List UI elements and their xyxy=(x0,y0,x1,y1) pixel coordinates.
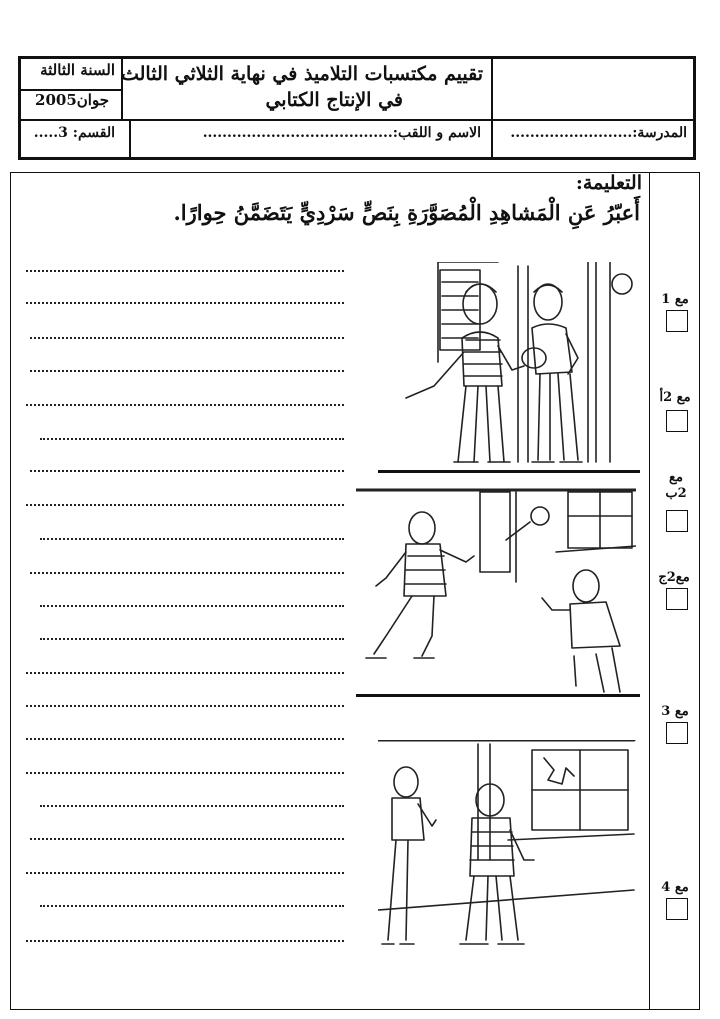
score-box-2c[interactable] xyxy=(666,588,688,610)
year-label: السنة الثالثة xyxy=(40,61,115,79)
broken-window-illustration xyxy=(378,740,640,960)
class-col-divider xyxy=(129,119,131,159)
scene-divider xyxy=(356,694,640,697)
writing-line[interactable] xyxy=(26,872,344,874)
writing-line[interactable] xyxy=(40,905,344,907)
scene-divider xyxy=(378,470,640,473)
score-box-3[interactable] xyxy=(666,722,688,744)
header-table xyxy=(18,56,696,160)
rubric-label-4: مع 4 xyxy=(661,880,689,895)
writing-line[interactable] xyxy=(26,772,344,774)
writing-line[interactable] xyxy=(26,302,344,304)
boys-playing-ball-illustration xyxy=(356,486,636,694)
writing-line[interactable] xyxy=(30,838,344,840)
title-line1: تقييم مكتسبات التلاميذ في نهاية الثلاثي الثالث xyxy=(120,63,483,85)
name-col-divider xyxy=(491,119,493,159)
date-label: جوان2005 xyxy=(35,91,109,109)
writing-line[interactable] xyxy=(26,404,344,406)
writing-line[interactable] xyxy=(26,738,344,740)
writing-line[interactable] xyxy=(30,337,344,339)
rubric-column-divider xyxy=(649,172,650,1010)
header-divider xyxy=(21,119,693,121)
writing-line[interactable] xyxy=(40,638,344,640)
writing-line[interactable] xyxy=(30,370,344,372)
header-col-divider-2 xyxy=(491,59,493,119)
score-box-1[interactable] xyxy=(666,310,688,332)
two-boys-at-door-illustration xyxy=(378,262,640,470)
score-box-2b[interactable] xyxy=(666,510,688,532)
writing-line[interactable] xyxy=(26,270,344,272)
writing-line[interactable] xyxy=(30,470,344,472)
instruction-title: التعليمة: xyxy=(575,172,642,194)
writing-line[interactable] xyxy=(40,805,344,807)
writing-line[interactable] xyxy=(26,940,344,942)
score-box-2a[interactable] xyxy=(666,410,688,432)
rubric-label-2c: مع2ج xyxy=(658,570,690,585)
rubric-label-3: مع 3 xyxy=(661,704,689,719)
writing-line[interactable] xyxy=(26,705,344,707)
rubric-label-1: مع 1 xyxy=(661,292,689,307)
writing-line[interactable] xyxy=(40,605,344,607)
writing-line[interactable] xyxy=(40,438,344,440)
writing-line[interactable] xyxy=(26,672,344,674)
rubric-label-2b: مع 2ب xyxy=(665,470,687,501)
instruction-text: أَعبّرُ عَنِ الْمَشاهِدِ الْمُصَوَّرَةِ بِنَصٍّ سَرْدِيٍّ يَتَضَمَّنُ حِوارًا. xyxy=(173,200,640,225)
class-field[interactable]: القسم: 3..... xyxy=(33,125,115,141)
name-field[interactable]: الاسم و اللقب:....................................... xyxy=(202,125,481,141)
title-line2: في الإنتاج الكتابي xyxy=(265,89,403,111)
rubric-label-2a: مع 2أ xyxy=(659,390,691,405)
writing-line[interactable] xyxy=(30,572,344,574)
school-field[interactable]: المدرسة:......................... xyxy=(510,125,687,141)
writing-line[interactable] xyxy=(26,504,344,506)
score-box-4[interactable] xyxy=(666,898,688,920)
writing-line[interactable] xyxy=(40,538,344,540)
